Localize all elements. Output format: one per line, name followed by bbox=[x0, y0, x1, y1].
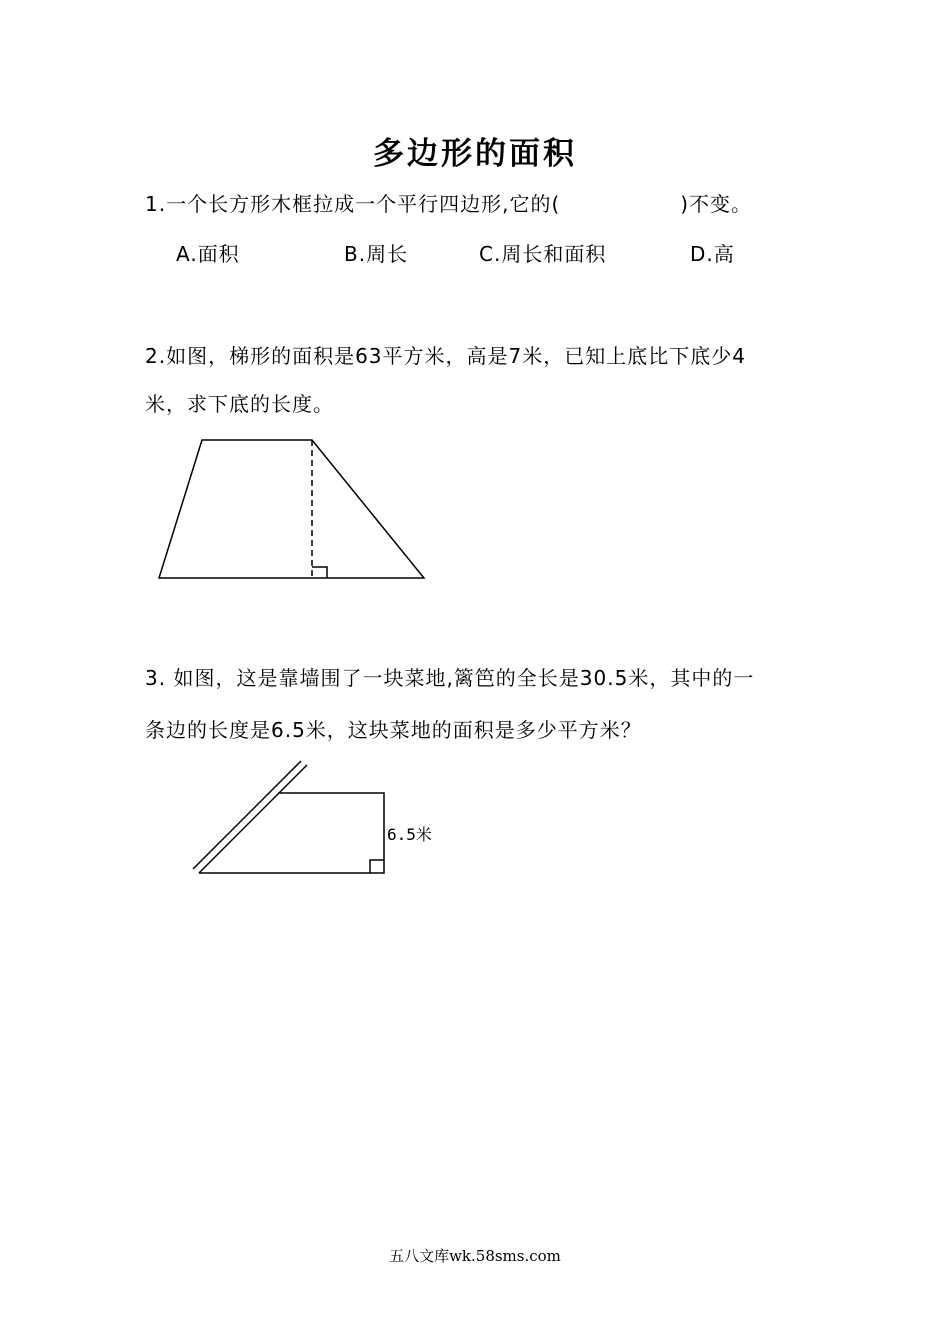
option-d: D.高 bbox=[690, 242, 735, 266]
question-2-line-1: 2.如图，梯形的面积是63平方米，高是7米，已知上底比下底少4 bbox=[145, 344, 746, 368]
side-length-label: 6.5米 bbox=[387, 825, 432, 844]
fence-outline bbox=[199, 793, 384, 873]
option-b: B.周长 bbox=[344, 242, 409, 266]
trapezoid-outline bbox=[159, 440, 424, 578]
question-3-line-2: 条边的长度是6.5米，这块菜地的面积是多少平方米？ bbox=[145, 718, 642, 742]
wall-line-outer bbox=[193, 761, 301, 869]
garden-figure bbox=[193, 761, 384, 873]
page-title: 多边形的面积 bbox=[373, 136, 577, 172]
option-a: A.面积 bbox=[176, 242, 240, 266]
wall-line-inner bbox=[199, 765, 307, 873]
trapezoid-figure bbox=[159, 440, 424, 578]
question-1-stem-before: 1.一个长方形木框拉成一个平行四边形,它的( bbox=[145, 192, 561, 216]
question-1-stem-after: )不变。 bbox=[680, 192, 753, 216]
question-3-line-1: 3. 如图，这是靠墙围了一块菜地,篱笆的全长是30.5米，其中的一 bbox=[145, 666, 755, 690]
right-angle-mark bbox=[370, 860, 384, 873]
footer-watermark: 五八文库wk.58sms.com bbox=[389, 1247, 561, 1265]
option-c: C.周长和面积 bbox=[479, 242, 607, 266]
right-angle-mark bbox=[312, 567, 327, 578]
question-2-line-2: 米，求下底的长度。 bbox=[145, 392, 334, 416]
